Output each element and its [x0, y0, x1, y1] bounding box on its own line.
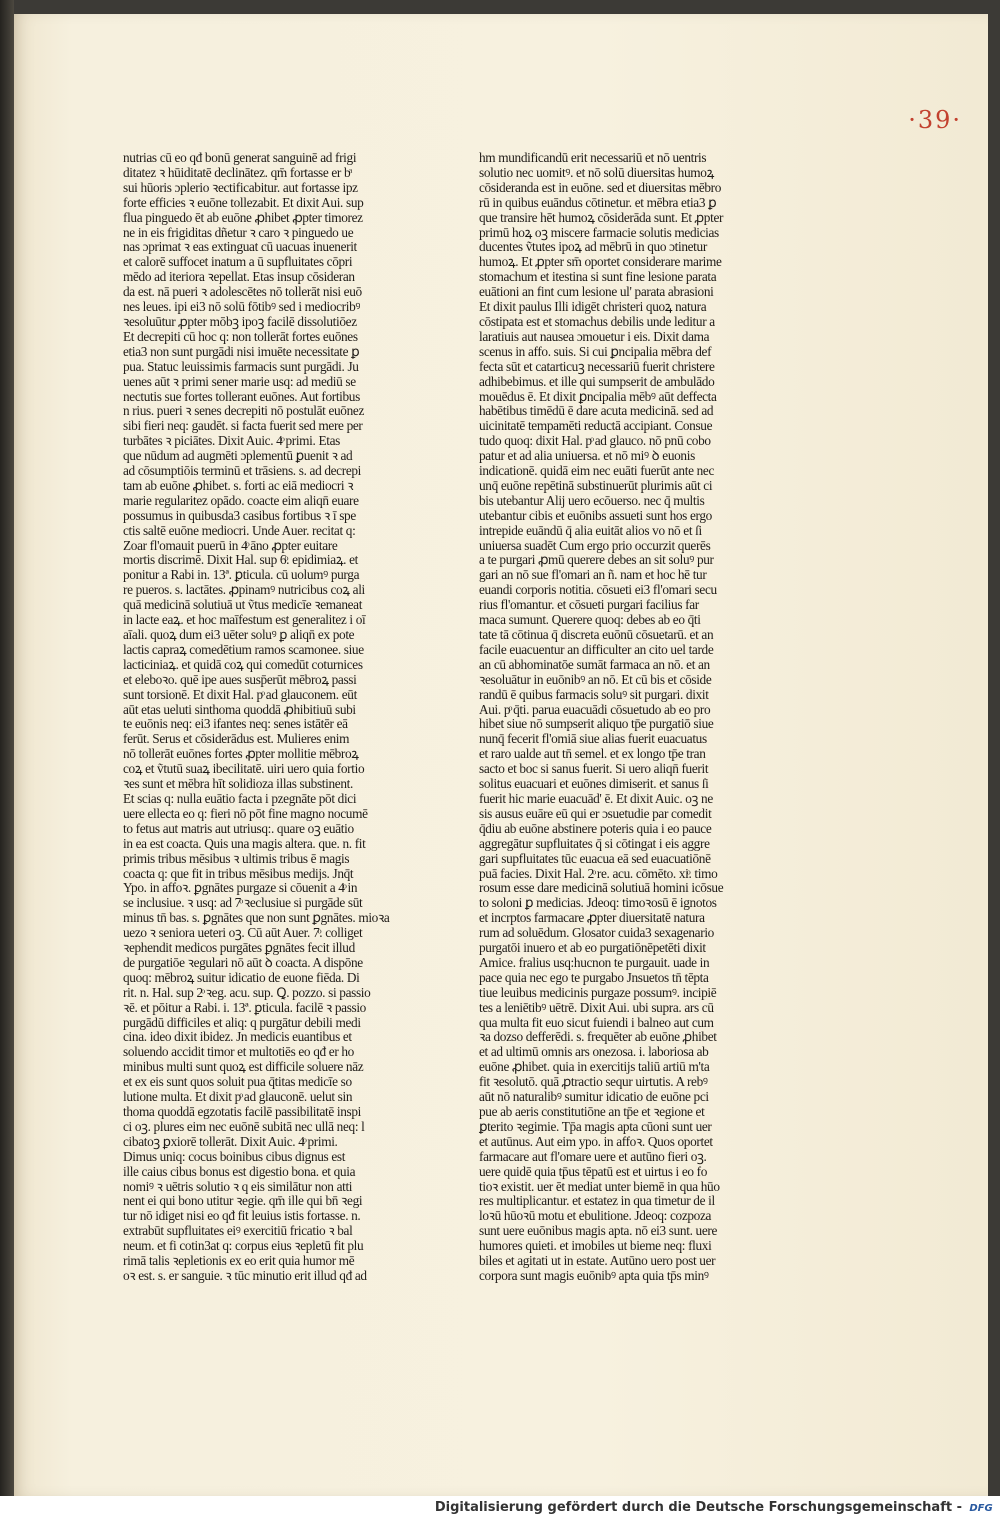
text-line: stomachum et itestina si sunt fine lesione parata — [479, 269, 717, 285]
text-line: ꝛē. et pōitur a Rabi. i. 13ª. ꝑticula. facilē ꝛ passio — [123, 999, 366, 1015]
text-line: cōsideranda est in euōne. sed et diuersitas mēbro — [479, 179, 722, 195]
text-line: uniuersa suadēt Cum ergo prio occurzit querēs — [479, 537, 711, 553]
text-line: nutrias cū eo qđ bonū generat sanguinē ad frigi — [123, 150, 357, 165]
text-line: sui hūoris ɔplerio ꝛectificabitur. aut fortasse ipz — [123, 179, 358, 195]
text-line: ad cōsumptiōis terminū et trāsiens. s. ad decrepi — [123, 463, 362, 479]
text-line: et raro ualde aut tn̄ semel. et ex longo tp̄e tran — [479, 746, 706, 762]
funding-notice: Digitalisierung gefördert durch die Deutsche Forschungsgemeinschaft - — [434, 1500, 962, 1515]
text-line: biles et agitati ut in estate. Autūno uero post uer — [479, 1253, 716, 1269]
text-line: puā facies. Dixit Hal. 2ͦ re. acu. cōmēto. xiͦ. timo — [479, 865, 718, 881]
text-line: maca sumunt. Querere quoq: debes ab eo q̄ti — [479, 612, 701, 628]
text-line: Aui. pͦ q̄ti. parua euacuādi cōsuetudo ab eo pro — [479, 701, 711, 717]
text-line: gari an nō sue fl'omari an ñ. nam et hoc hē tur — [479, 567, 707, 583]
text-line: ducentes ṽtutes ipoꝝ ad mēbrū in quo ɔtinetur — [479, 239, 707, 255]
text-line: rosum esse dare medicinā solutiuā homini icōsue — [479, 880, 724, 896]
text-line: bis utebantur Alij uero ecōuerso. nec q̄ multis — [479, 492, 705, 508]
text-line: indicationē. quidā eim nec euāti fuerūt ante nec — [479, 463, 714, 479]
text-line: tam ab euōne ꝓhibet. s. forti ac eiā mediocri ꝛ — [123, 477, 354, 493]
text-line: q̄diu ab euōne abstinere poteris quia i eo pauce — [479, 820, 712, 836]
text-line: uere ellecta eo q: fieri nō pōt fine magno nocumē — [123, 805, 368, 821]
text-line: cina. ideo dixit ibidez. Jn medicis euantibus et — [123, 1029, 352, 1045]
text-line: corpora sunt magis euōnibꝰ apta quia tp̄s minꝰ — [479, 1267, 709, 1283]
footer-bar — [0, 1496, 1000, 1521]
text-line: purgādū difficiles et aliq: q purgātur debili medi — [123, 1014, 361, 1030]
text-line: sunt uere euōnibus magis apta. nō ei3 sunt. uere — [479, 1223, 717, 1239]
text-line: laratiuis aut nausea ɔmouetur i eis. Dixit dama — [479, 328, 710, 344]
text-line: to fetus aut matris aut utriusq:. quare oꝫ euātio — [123, 820, 354, 836]
text-line: turbātes ꝛ piciātes. Dixit Auic. 4ͦ primi. Etas — [123, 433, 340, 449]
text-line: ꝑterito ꝛegimie. Tp̄a magis apta cūoni sunt uer — [479, 1118, 712, 1134]
text-line: oꝛ est. s. er sanguie. ꝛ tūc minutio erit illud qđ ad — [123, 1267, 367, 1283]
text-line: rimā talis ꝛepletionis ex eo erit quia humor mē — [123, 1253, 355, 1269]
text-line: cibatoꝫ ꝑxiorē tollerāt. Dixit Auic. 4ͦ primi. — [123, 1133, 338, 1149]
text-line: Dimus uniq: cocus boinibus cibus dignus est — [123, 1148, 346, 1164]
text-line: fuerit hic marie euacuād' ē. Et dixit Auic. oꝫ ne — [479, 790, 713, 806]
text-line: solitus euacuari et euōnes dimiserit. et sanus ſi — [479, 776, 709, 792]
text-line: rū in quibus euāndus cōtinetur. et mēbra etia3 ꝑ — [479, 194, 717, 210]
text-line: que nūdum ad augmēti ɔplementū ꝑuenit ꝛ ad — [123, 448, 353, 464]
text-line: lacticiniaꝝ. et quidā coꝝ qui comedūt coturnices — [123, 656, 363, 672]
text-line: lutione multa. Et dixit pͦ ad glauconē. uelut sin — [123, 1089, 353, 1105]
text-line: da est. nā pueri ꝛ adolescētes nō tollerāt nisi euō — [123, 284, 362, 300]
text-line: sibi fieri neq: gaudēt. si facta fuerit sed mere per — [123, 418, 363, 434]
text-line: te euōnis neq: ei3 ifantes neq: senes istātēr eā — [123, 716, 348, 732]
text-line: pua. Statuc leuissimis farmacis sunt purgādi. Ju — [123, 358, 359, 374]
text-line: aīali. quoꝝ dum ei3 uēter soluꝰ ꝑ aliqn̄ ex pote — [123, 627, 355, 642]
text-line: que transire hēt humoꝝ cōsiderāda sunt. Et ꝓpter — [479, 209, 724, 225]
text-line: nunq̄ fecerit fl'omiā siue alias fuerit euacuatus — [479, 731, 707, 747]
text-line: euātioni an fint cum lesione ul' parata abrasioni — [479, 284, 714, 300]
text-line: aūt nō naturalibꝰ sumitur idicatio de euōne pci — [479, 1089, 709, 1105]
text-line: pue ab aeris constitutiōne an tp̄e et ꝛegione et — [479, 1104, 705, 1119]
text-line: ci oꝫ. plures eim nec euōnē subitā nec ullā neq: l — [123, 1118, 365, 1134]
text-line: primū hoꝝ oꝫ miscere farmacie solutis medicias — [479, 224, 719, 240]
text-line: coacta q: que fit in tribus mēsibus medijs. Jnq̄t — [123, 865, 354, 881]
text-line: uezo ꝛ seniora ueteri oꝫ. Cū aūt Auer. 7ͦ. colliget — [123, 925, 363, 941]
text-line: mēdo ad iteriora ꝛepellat. Etas insup cōsideran — [123, 269, 355, 285]
text-line: soluendo accidit timor et multotiēs eo qđ er ho — [123, 1044, 354, 1060]
text-line: ditatez ꝛ hūiditatē declinātez. qm̄ fortasse er bͣ — [123, 164, 351, 180]
text-line: utebantur cibis et euōnibs assueti sunt hos ergo — [479, 507, 712, 523]
dfg-logo-icon: DFG — [969, 1503, 993, 1514]
text-line: minibus multi sunt quoꝝ est difficile soluere nāz — [123, 1059, 364, 1075]
text-line: ꝛephendit medicos purgātes ꝑgnātes fecit illud — [123, 940, 355, 956]
text-line: euandi corporis notitia. cōsueti ei3 fl'omari secu — [479, 582, 717, 598]
text-line: Ypo. in affoꝛ. ꝑgnātes purgaze si cōuenit a 4ͦ in — [123, 880, 358, 896]
text-line: humores quieti. et imobiles ut bieme neq: fluxi — [479, 1238, 712, 1254]
text-line: unq̄ euōne repētinā substinuerūt plurimis aūt ci — [479, 477, 713, 493]
text-line: randū ē quibus farmacis soluꝰ sit purgari. dixit — [479, 686, 709, 702]
text-line: rius fl'omantur. et cōsueti purgari facilius far — [479, 597, 699, 613]
text-line: fecta sūt et catarticuꝫ necessariū fuerit christere — [479, 358, 715, 374]
text-line: euōne ꝓhibet. quia in exercitijs taliū artiū m'ta — [479, 1059, 710, 1075]
text-line: pace quia nec ego te purgabo Jnsuetos tn̄ tēpta — [479, 969, 709, 985]
text-line: Et scias q: nulla euātio facta i pzegnāte pōt dici — [123, 790, 357, 806]
text-line: tate tā cōtinua q̄ discreta euōnū cōsuetarū. et an — [479, 627, 714, 642]
text-line: in lacte eaꝝ. et hoc maīfestum est generalitez i oī — [123, 612, 366, 628]
text-line: uere quidē quia tp̄us tēpatū est et uirtus i eo fo — [479, 1163, 708, 1179]
text-line: qua multa fit euo sicut fuiendi i balneo aut cum — [479, 1014, 714, 1030]
text-line: se inclusiue. ꝛ usq: ad 7ͦ ꝛeclusiue si purgāde sūt — [123, 895, 363, 911]
text-line: tudo quoq: dixit Hal. pͦ ad glauco. nō pnū cobo — [479, 433, 711, 449]
text-line: ne in eis frigiditas dñetur ꝛ caro ꝛ pinguedo ue — [123, 224, 354, 240]
text-line: in ea est coacta. Quis una magis altera. que. n. fit — [123, 835, 366, 851]
text-line: tiue leuibus medicinis purgaze possumꝰ. incipiē — [479, 984, 717, 1000]
text-line: coꝝ et ṽtutū suaꝝ ibecilitatē. uiri uero quia fortio — [123, 761, 365, 777]
text-line: hibet siue nō sumpserit aliquo tp̄e purgatiō siue — [479, 716, 714, 732]
text-line: et eleboꝛo. quē ipe aues susp̄erūt mēbroꝝ passi — [123, 671, 357, 687]
text-line: hm mundificandū erit necessariū et nō uentris — [479, 150, 707, 165]
binding-gutter — [0, 0, 14, 1500]
text-line: forte efficies ꝛ euōne tollezabit. Et dixit Aui. sup — [123, 194, 364, 210]
text-line: nas ɔprimat ꝛ eas extinguat cū uacuas inuenerit — [123, 239, 357, 255]
text-line: quā medicinā solutiuā ut ṽtus medicīe ꝛemaneat — [123, 597, 363, 613]
text-line: et ad ultimū omnis ars onezosa. i. laboriosa ab — [479, 1044, 709, 1060]
text-line: uenes aūt ꝛ primi sener marie usq: ad mediū se — [123, 373, 356, 389]
text-line: flua pinguedo ēt ab euōne ꝓhibet ꝓpter timorez — [123, 209, 363, 225]
text-line: ꝛes sunt et mēbra hīt solidioza illas substinent. — [123, 776, 353, 792]
text-line: thoma quoddā egzotatis facilē passibilitatē inspi — [123, 1104, 362, 1119]
text-line: et autūnus. Aut eim ypo. in affoꝛ. Quos oportet — [479, 1133, 713, 1149]
text-line: tur nō idiget nisi eo qđ fit leuius istis fortasse. n. — [123, 1208, 361, 1224]
text-line: solutio nec uomitꝰ. et nō solū diuersitas humoꝝ — [479, 164, 714, 180]
text-line: neum. et fi cotin3at q: corpus eius ꝛepletū fit plu — [123, 1238, 364, 1254]
text-line: ponitur a Rabi in. 13ª. ꝑticula. cū uolumꝰ purga — [123, 567, 360, 583]
text-line: farmacare aut fl'omare uere et autūno fieri oꝫ. — [479, 1148, 707, 1164]
text-line: uicinitatē tempamēti reductā accipiant. Consue — [479, 418, 713, 434]
text-line: tioꝛ existit. uer ēt mediat unter biemē in qua hūo — [479, 1178, 720, 1194]
text-line: Amice. fralius usq:hucnon te purgauit. uade in — [479, 954, 710, 970]
text-line: ꝛesoluātur in euōnibꝰ an nō. Et cū bis et cōside — [479, 671, 712, 687]
text-line: nomiꝰ ꝛ uētris solutio ꝛ q eis similātur non atti — [123, 1178, 353, 1194]
text-line: aūt etas ueluti sinthoma quoddā ꝓhibitiuū subi — [123, 701, 356, 717]
folio-number: ·39· — [908, 106, 962, 134]
text-line: patur et ad alia uniuersa. et nō miꝰ ꝺ euonis — [479, 448, 695, 464]
text-line: nectutis sue fortes tollerant euōnes. Aut fortibus — [123, 388, 360, 404]
text-line: loꝛū hūoꝛū motu et ebulitione. Jdeoq: cozpoza — [479, 1208, 712, 1224]
text-line: quoq: mēbroꝝ suitur idicatio de euone fiēda. Di — [123, 969, 360, 985]
text-line: et calorē suffocet inatum a ū supfluitates cōpri — [123, 254, 353, 270]
text-line: sacto et boc si sanus fuerit. Si uero aliqn̄ fuerit — [479, 761, 709, 777]
text-line: res multiplicantur. et estatez in qua timetur de il — [479, 1193, 715, 1209]
text-line: re pueros. s. lactātes. ꝓpinamꝰ nutricibus coꝝ ali — [123, 582, 365, 598]
text-line: Et decrepiti cū hoc q: non tollerāt fortes euōnes — [123, 328, 358, 344]
text-line: etia3 non sunt purgādi nisi imuēte necessitate ꝑ — [123, 343, 360, 359]
text-line: Et dixit paulus Illi idigēt christeri quoꝝ natura — [479, 299, 707, 315]
text-line: nent ei qui bono utitur ꝛegie. qm̄ ille qui bn̄ ꝛegi — [123, 1193, 363, 1209]
text-line: nō tollerāt euōnes fortes ꝓpter mollitie mēbroꝝ — [123, 746, 359, 762]
text-line: ille caius cibus bonus est digestio bona. et quia — [123, 1163, 356, 1179]
text-line: rit. n. Hal. sup 2ͦ ꝛeg. acu. sup. Ꝗ. pozzo. si passio — [123, 984, 371, 1000]
text-line: rum ad soluēdum. Glosator cuida3 sexagenario — [479, 925, 714, 941]
text-line: to soloni ꝑ medicias. Jdeoq: timoꝛosū ē ignotos — [479, 895, 717, 911]
text-line: et ex eis sunt quos soluit pua q̄titas medicīe so — [123, 1074, 352, 1090]
text-line: facile euacuentur an difficulter an cito uel tarde — [479, 641, 714, 657]
text-line: tes a leniētibꝰ uētrē. Dixit Aui. ubi supra. ars cū — [479, 999, 714, 1015]
text-line: mortis discrimē. Dixit Hal. sup 6ͦ. epidimiaꝝ. et — [123, 552, 358, 568]
text-line: scenus in affo. suis. Si cui ꝑncipalia mēbra def — [479, 343, 712, 359]
text-line: nes leues. ipi ei3 nō solū fōtibꝰ sed i mediocribꝰ — [123, 299, 361, 315]
text-line: possumus in quibusda3 casibus fortibus ꝛ ī spe — [123, 507, 356, 523]
text-line: adhibebimus. et ille qui sumpserit de ambulādo — [479, 373, 715, 389]
text-column-left — [123, 150, 395, 1283]
text-line: marie regularitez opādo. coacte eim aliqn̄ euare — [123, 492, 359, 508]
text-line: extrabūt supfluitates eiꝰ exercitiū fricatio ꝛ bal — [123, 1223, 353, 1239]
text-line: lactis capraꝝ comedētium ramos scamonee. siue — [123, 641, 364, 657]
text-line: an cū abhominatōe sumāt farmaca an nō. et an — [479, 656, 710, 672]
text-line: n rius. pueri ꝛ senes decrepiti nō postulāt euōnez — [123, 403, 365, 419]
text-line: primis tribus mēsibus ꝛ ultimis tribus ē magis — [123, 850, 350, 866]
text-line: habētibus timēdū ē dare acuta medicinā. sed ad — [479, 403, 714, 419]
text-line: aggregātur supfluitates q̄ si cōtingat i eis aggre — [479, 835, 710, 851]
text-line: cōstipata est et stomachus debilis unde leditur a — [479, 313, 715, 329]
text-line: minus tn̄ bas. s. ꝑgnātes que non sunt ꝑgnātes. mioꝛa — [123, 910, 390, 926]
text-line: ferūt. Serus et cōsiderādus est. Mulieres enim — [123, 731, 350, 747]
text-column-right — [479, 150, 751, 1283]
text-line: humoꝝ. Et ꝓpter sm̄ oportet considerare marime — [479, 254, 722, 270]
text-line: ctis saltē euōne mediocri. Unde Auer. recitat q: — [123, 522, 356, 538]
text-line: fit ꝛesolutō. quā ꝓtractio sequr uirtutis. A rebꝰ — [479, 1074, 708, 1090]
text-line: Zoar fl'omauit puerū in 4ͦ āno ꝓpter euitare — [123, 537, 338, 553]
text-line: purgatōi inuero et ab eo purgatiōnēpetēti dixit — [479, 940, 706, 956]
text-line: a te purgari ꝓmū querere debes an sit soluꝰ pur — [479, 552, 714, 568]
text-line: ꝛesoluūtur ꝓpter mōbꝫ ipoꝫ facilē dissolutiōez — [123, 313, 357, 329]
text-line: intrepide euāndū q̄ alia euitāt alios vo nō et ſi — [479, 522, 702, 538]
text-line: sis ausus euāre eū qui er ɔsuetudie par comedit — [479, 805, 712, 821]
text-line: et incrptos farmacare ꝓpter diuersitatē natura — [479, 910, 705, 926]
text-line: gari supfluitates tūc euacua eā sed euacuatiōnē — [479, 850, 711, 866]
text-line: sunt torsionē. Et dixit Hal. pͦ ad glauconem. eūt — [123, 686, 357, 702]
text-line: ꝛa dozso defferēdi. s. frequēter ab euōne ꝓhibet — [479, 1029, 717, 1045]
text-line: de purgatiōe ꝛegulari nō aūt ꝺ coacta. A dispōne — [123, 954, 363, 970]
text-line: mouēdus ē. Et dixit ꝑncipalia mēbꝰ aūt deffecta — [479, 388, 717, 404]
